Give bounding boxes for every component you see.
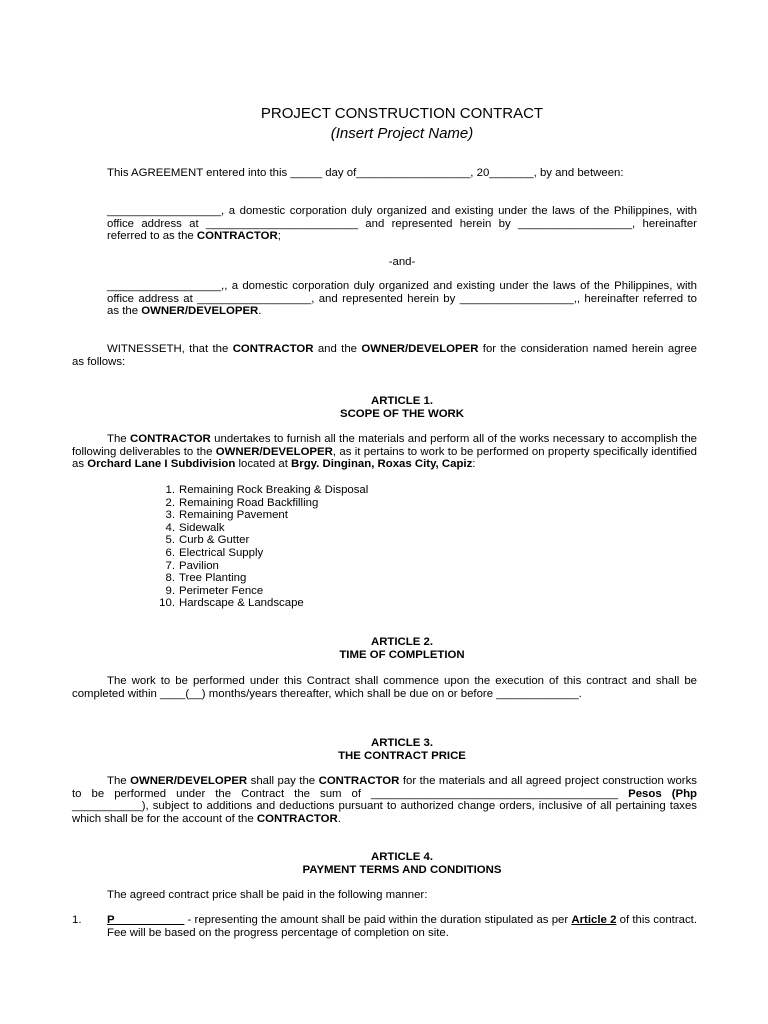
contractor-party-paragraph xyxy=(107,205,697,243)
list-item xyxy=(157,585,368,598)
deliverables-list xyxy=(157,484,368,610)
text: undertakes to furnish all the materials and perform all of the works necessary to accomplish the following deliverables to the xyxy=(72,433,697,458)
list-label: Tree Planting xyxy=(179,572,247,585)
party-text: , hereinafter referred to as the xyxy=(107,217,697,243)
list-label: Curb & Gutter xyxy=(179,534,250,547)
and-separator: -and- xyxy=(388,256,416,268)
article-3-body xyxy=(72,775,697,825)
text: : xyxy=(472,458,476,471)
text: and the xyxy=(313,343,362,355)
text: The xyxy=(107,775,131,787)
pesos-label: Pesos (Php xyxy=(628,787,698,800)
list-number: 1. xyxy=(165,484,175,496)
document-subtitle: (Insert Project Name) xyxy=(330,125,474,142)
article-4-intro: The agreed contract price shall be paid in the following manner: xyxy=(107,889,428,901)
text: WITNESSETH, that the xyxy=(107,343,233,355)
article-1-body xyxy=(72,433,697,471)
blank-field[interactable]: __________________ xyxy=(107,280,222,292)
list-item xyxy=(157,572,368,585)
party-text: , and represented herein by xyxy=(311,292,460,305)
list-item xyxy=(157,522,368,535)
owner-term: OWNER/DEVELOPER xyxy=(130,775,248,787)
blank-field[interactable]: __________________ xyxy=(107,205,222,217)
list-item xyxy=(157,547,368,560)
list-label: Sidewalk xyxy=(179,521,225,534)
text: for the consideration named herein agree as follows: xyxy=(72,343,697,368)
list-number: 9. xyxy=(165,584,175,597)
list-label: Perimeter Fence xyxy=(179,584,264,597)
blank-field[interactable]: __________________ xyxy=(459,292,574,305)
payment-item-text xyxy=(107,914,697,939)
list-item xyxy=(157,497,368,510)
text: , as it pertains to work to be performed on property specifically identified as xyxy=(72,445,697,471)
blank-field[interactable]: ________________________ xyxy=(205,217,358,230)
property-name: Orchard Lane I Subdivision xyxy=(87,458,236,471)
list-number: 6. xyxy=(165,546,175,559)
contractor-term: CONTRACTOR xyxy=(318,775,400,787)
list-label: Hardscape & Landscape xyxy=(179,597,304,610)
blank-field[interactable]: __________________ xyxy=(197,292,312,305)
payment-item-number: 1. xyxy=(72,914,82,926)
amount-blank[interactable]: P___________ xyxy=(107,914,185,926)
owner-role: OWNER/DEVELOPER xyxy=(141,305,259,318)
list-number: 5. xyxy=(165,534,175,547)
text: ), subject to additions and deductions pursuant to authorized change orders, inclusive of all pertaining taxes which shall be for the account of the xyxy=(72,800,697,825)
list-number: 2. xyxy=(165,496,175,509)
article-3-number: ARTICLE 3. xyxy=(370,737,434,749)
list-number: 3. xyxy=(165,509,175,522)
property-location: Brgy. Dinginan, Roxas City, Capiz xyxy=(291,458,473,471)
party-text: ; xyxy=(277,230,281,243)
list-label: Remaining Rock Breaking & Disposal xyxy=(179,484,369,496)
text: - representing the amount shall be paid within the duration stipulated as per xyxy=(184,914,572,926)
list-item xyxy=(157,484,368,497)
list-number: 4. xyxy=(165,521,175,534)
blank-field[interactable]: _______________________________________ xyxy=(371,787,619,800)
owner-term: OWNER/DEVELOPER xyxy=(361,343,479,355)
owner-term: OWNER/DEVELOPER xyxy=(215,445,333,458)
text: of this contract. Fee will be based on the progress percentage of completion on site. xyxy=(107,914,697,939)
article-2-heading: TIME OF COMPLETION xyxy=(339,649,465,661)
text: The xyxy=(107,433,130,445)
list-label: Remaining Road Backfilling xyxy=(179,496,319,509)
article-3-heading: THE CONTRACT PRICE xyxy=(338,750,466,762)
article-1-heading: SCOPE OF THE WORK xyxy=(339,408,465,420)
list-number: 7. xyxy=(165,559,175,572)
owner-party-paragraph xyxy=(107,280,697,318)
article-2-number: ARTICLE 2. xyxy=(370,636,434,648)
text: . xyxy=(337,812,341,825)
document-title: PROJECT CONSTRUCTION CONTRACT xyxy=(260,105,544,122)
article-1-number: ARTICLE 1. xyxy=(370,395,434,407)
blank-field[interactable]: ___________ xyxy=(72,800,142,813)
article-2-body: The work to be performed under this Contract shall commence upon the execution of this contract and shall be completed within ____(__) months/years thereafter, which shall be due on or before _____________. xyxy=(72,675,697,700)
list-label: Pavilion xyxy=(179,559,219,572)
list-item xyxy=(157,534,368,547)
party-text: ,, hereinafter referred to as the xyxy=(107,292,697,318)
article-reference: Article 2 xyxy=(571,914,617,926)
contractor-term: CONTRACTOR xyxy=(256,812,338,825)
article-4-number: ARTICLE 4. xyxy=(370,851,434,863)
blank-field[interactable]: __________________ xyxy=(518,217,633,230)
contractor-term: CONTRACTOR xyxy=(130,433,211,445)
party-text: and represented herein by xyxy=(358,217,519,230)
party-text: ,, a domestic corporation duly organized and existing under the laws of the Philippines, with office address at xyxy=(107,280,697,305)
agreement-line: This AGREEMENT entered into this _____ day of__________________, 20_______, by and between: xyxy=(107,167,624,179)
list-item xyxy=(157,597,368,610)
list-label: Electrical Supply xyxy=(179,546,264,559)
list-item xyxy=(157,560,368,573)
list-item xyxy=(157,509,368,522)
text: shall pay the xyxy=(247,775,319,787)
contractor-role: CONTRACTOR xyxy=(196,230,278,243)
list-number: 10. xyxy=(159,597,175,610)
list-label: Remaining Pavement xyxy=(179,509,288,522)
list-number: 8. xyxy=(165,572,175,585)
contractor-term: CONTRACTOR xyxy=(232,343,314,355)
text: for the materials and all agreed project construction works to be performed under the Contract the sum of xyxy=(72,775,697,800)
text: located at xyxy=(235,458,292,471)
witnesseth-paragraph xyxy=(72,343,697,368)
party-text: , a domestic corporation duly organized and existing under the laws of the Philippines, with office address at xyxy=(107,205,697,230)
article-4-heading: PAYMENT TERMS AND CONDITIONS xyxy=(302,864,502,876)
party-text: . xyxy=(258,305,262,318)
